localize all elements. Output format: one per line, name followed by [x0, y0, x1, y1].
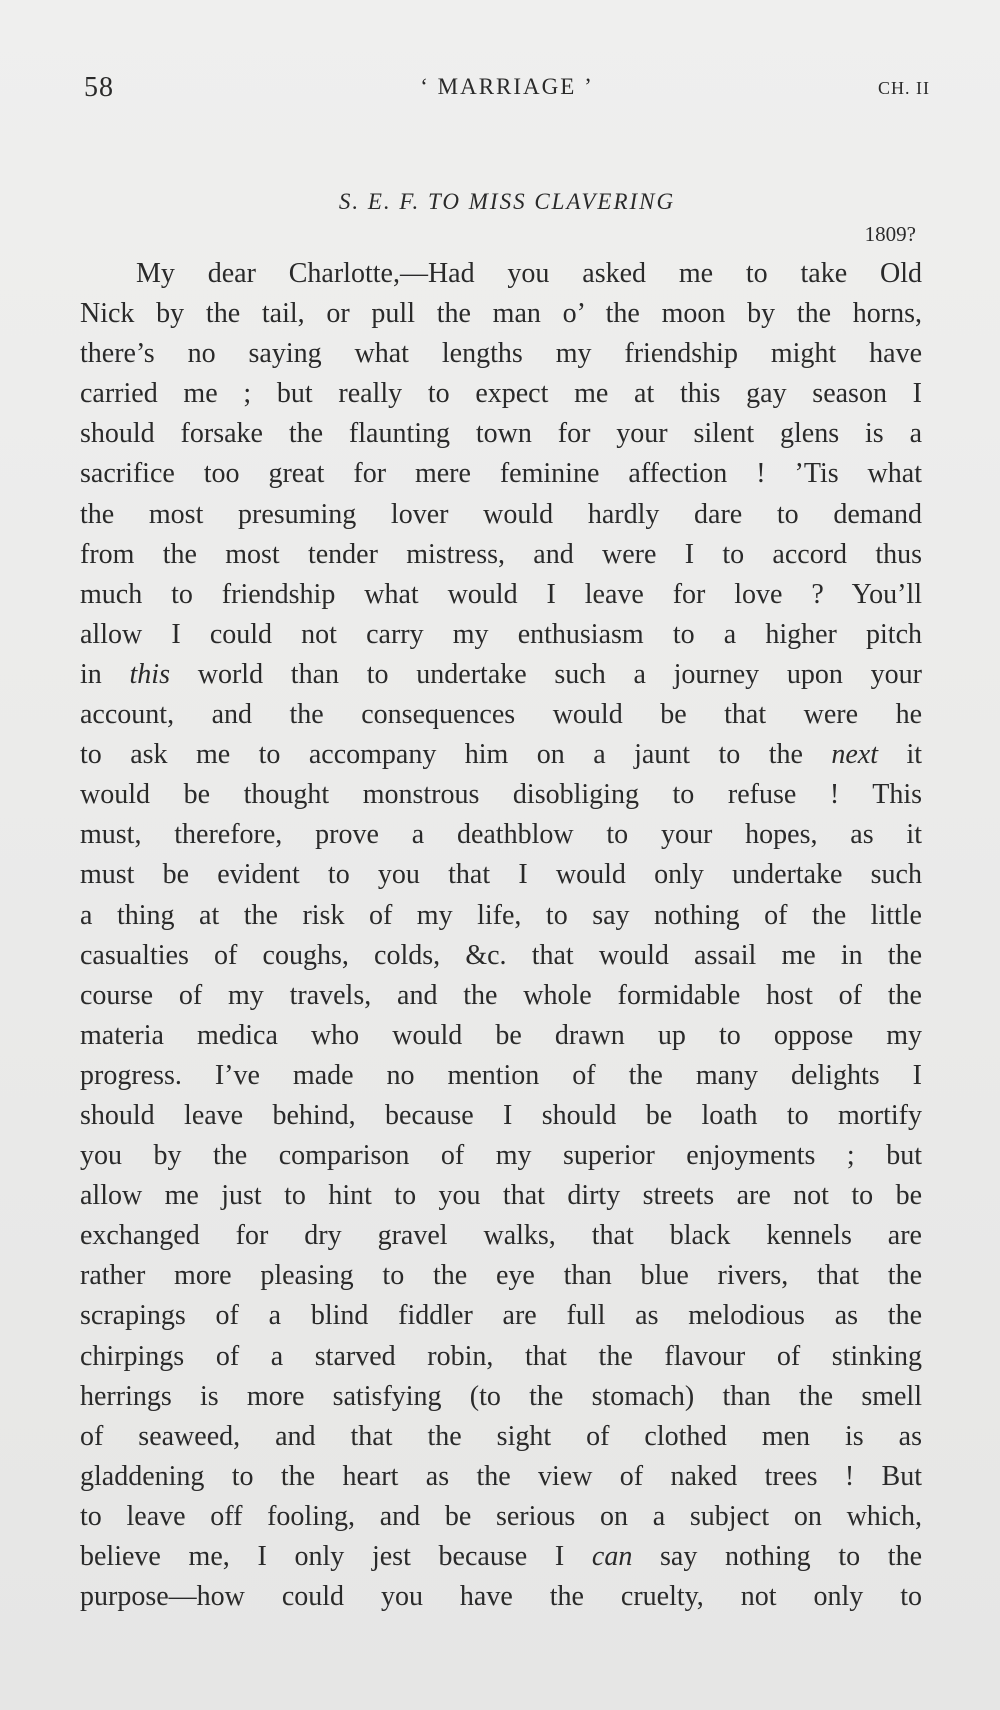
text-line: [80, 815, 922, 855]
text-segment: materia medica who would be drawn up to oppose my: [80, 1019, 922, 1051]
letter-date: 1809?: [864, 222, 916, 246]
text-line: [80, 695, 922, 735]
text-line: [80, 495, 922, 535]
text-line: [80, 575, 922, 615]
text-line: [80, 936, 922, 976]
text-line: [80, 1296, 922, 1336]
text-segment: purpose—how could you have the cruelty, not only to: [80, 1581, 922, 1613]
text-segment: rather more pleasing to the eye than blue rivers, that the: [80, 1260, 922, 1292]
text-line: [80, 1497, 922, 1537]
text-line: [80, 735, 922, 775]
text-segment: herrings is more satisfying (to the stomach) than the smell: [80, 1380, 922, 1412]
text-line: [80, 334, 922, 374]
text-line: [80, 414, 922, 454]
text-line: [80, 855, 922, 895]
text-segment: of seaweed, and that the sight of clothed men is as: [80, 1420, 922, 1452]
text-line: [80, 294, 922, 334]
text-line: [80, 1537, 922, 1577]
text-line: [80, 1256, 922, 1296]
text-segment: the most presuming lover would hardly dare to demand: [80, 498, 922, 530]
text-segment: much to friendship what would I leave for love ? You’ll: [80, 578, 922, 610]
italic-word: can: [591, 1541, 633, 1572]
text-segment: world than to undertake such a journey upon your: [170, 658, 922, 690]
text-line: [80, 1417, 922, 1457]
text-segment: progress. I’ve made no mention of the many delights I: [80, 1059, 922, 1091]
text-line: [80, 1377, 922, 1417]
text-segment: scrapings of a blind fiddler are full as melodious as the: [80, 1300, 922, 1332]
text-segment: course of my travels, and the whole formidable host of the: [80, 979, 922, 1011]
text-segment: must, therefore, prove a deathblow to your hopes, as it: [80, 819, 922, 851]
text-segment: in: [80, 658, 130, 690]
text-segment: there’s no saying what lengths my friendship might have: [80, 338, 922, 370]
text-line: [80, 655, 922, 695]
running-head: [84, 72, 930, 112]
text-segment: exchanged for dry gravel walks, that black kennels are: [80, 1220, 922, 1252]
text-line: [80, 1216, 922, 1256]
text-line: [80, 535, 922, 575]
text-segment: to ask me to accompany him on a jaunt to the: [80, 739, 832, 771]
text-segment: sacrifice too great for mere feminine affection ! ’Tis what: [80, 458, 922, 490]
text-segment: you by the comparison of my superior enjoyments ; but: [80, 1140, 922, 1172]
text-line: [80, 1577, 922, 1617]
text-segment: gladdening to the heart as the view of naked trees ! But: [80, 1460, 922, 1492]
text-segment: would be thought monstrous disobliging to refuse ! This: [80, 779, 922, 811]
text-line: [80, 1457, 922, 1497]
letter-body: [80, 254, 922, 1617]
text-segment: account, and the consequences would be that were he: [80, 699, 922, 731]
text-segment: to leave off fooling, and be serious on a subject on which,: [80, 1500, 922, 1532]
text-segment: allow I could not carry my enthusiasm to a higher pitch: [80, 618, 922, 650]
text-segment: Nick by the tail, or pull the man o’ the moon by the horns,: [80, 298, 922, 330]
text-line: [80, 254, 922, 294]
text-line: [80, 1056, 922, 1096]
text-segment: must be evident to you that I would only undertake such: [80, 859, 922, 891]
text-segment: a thing at the risk of my life, to say nothing of the little: [80, 899, 922, 931]
text-line: [80, 615, 922, 655]
text-segment: carried me ; but really to expect me at this gay season I: [80, 378, 922, 410]
text-segment: casualties of coughs, colds, &c. that would assail me in the: [80, 939, 922, 971]
text-line: [80, 1016, 922, 1056]
text-line: [80, 454, 922, 494]
chapter-label: CH. II: [878, 78, 930, 98]
italic-word: next: [831, 739, 878, 771]
text-segment: should leave behind, because I should be loath to mortify: [80, 1099, 922, 1131]
text-segment: chirpings of a starved robin, that the flavour of stinking: [80, 1340, 922, 1372]
text-segment: should forsake the flaunting town for your silent glens is a: [80, 418, 922, 450]
text-line: [80, 775, 922, 815]
text-line: [80, 1337, 922, 1377]
text-segment: allow me just to hint to you that dirty streets are not to be: [80, 1180, 922, 1212]
running-title: ‘ MARRIAGE ’: [420, 74, 594, 99]
text-line: [80, 1176, 922, 1216]
letter-heading: S. E. F. TO MISS CLAVERING: [338, 189, 676, 214]
text-segment: My dear Charlotte,—Had you asked me to take Old: [136, 258, 922, 289]
text-line: [80, 1096, 922, 1136]
text-segment: believe me, I only jest because I: [80, 1541, 592, 1572]
text-segment: it: [878, 739, 922, 771]
text-line: [80, 976, 922, 1016]
text-line: [80, 1136, 922, 1176]
italic-word: this: [129, 658, 170, 690]
page-number: 58: [84, 72, 114, 103]
text-segment: from the most tender mistress, and were I to accord thus: [80, 538, 922, 570]
text-segment: say nothing to the: [632, 1541, 923, 1572]
text-line: [80, 374, 922, 414]
text-line: [80, 896, 922, 936]
